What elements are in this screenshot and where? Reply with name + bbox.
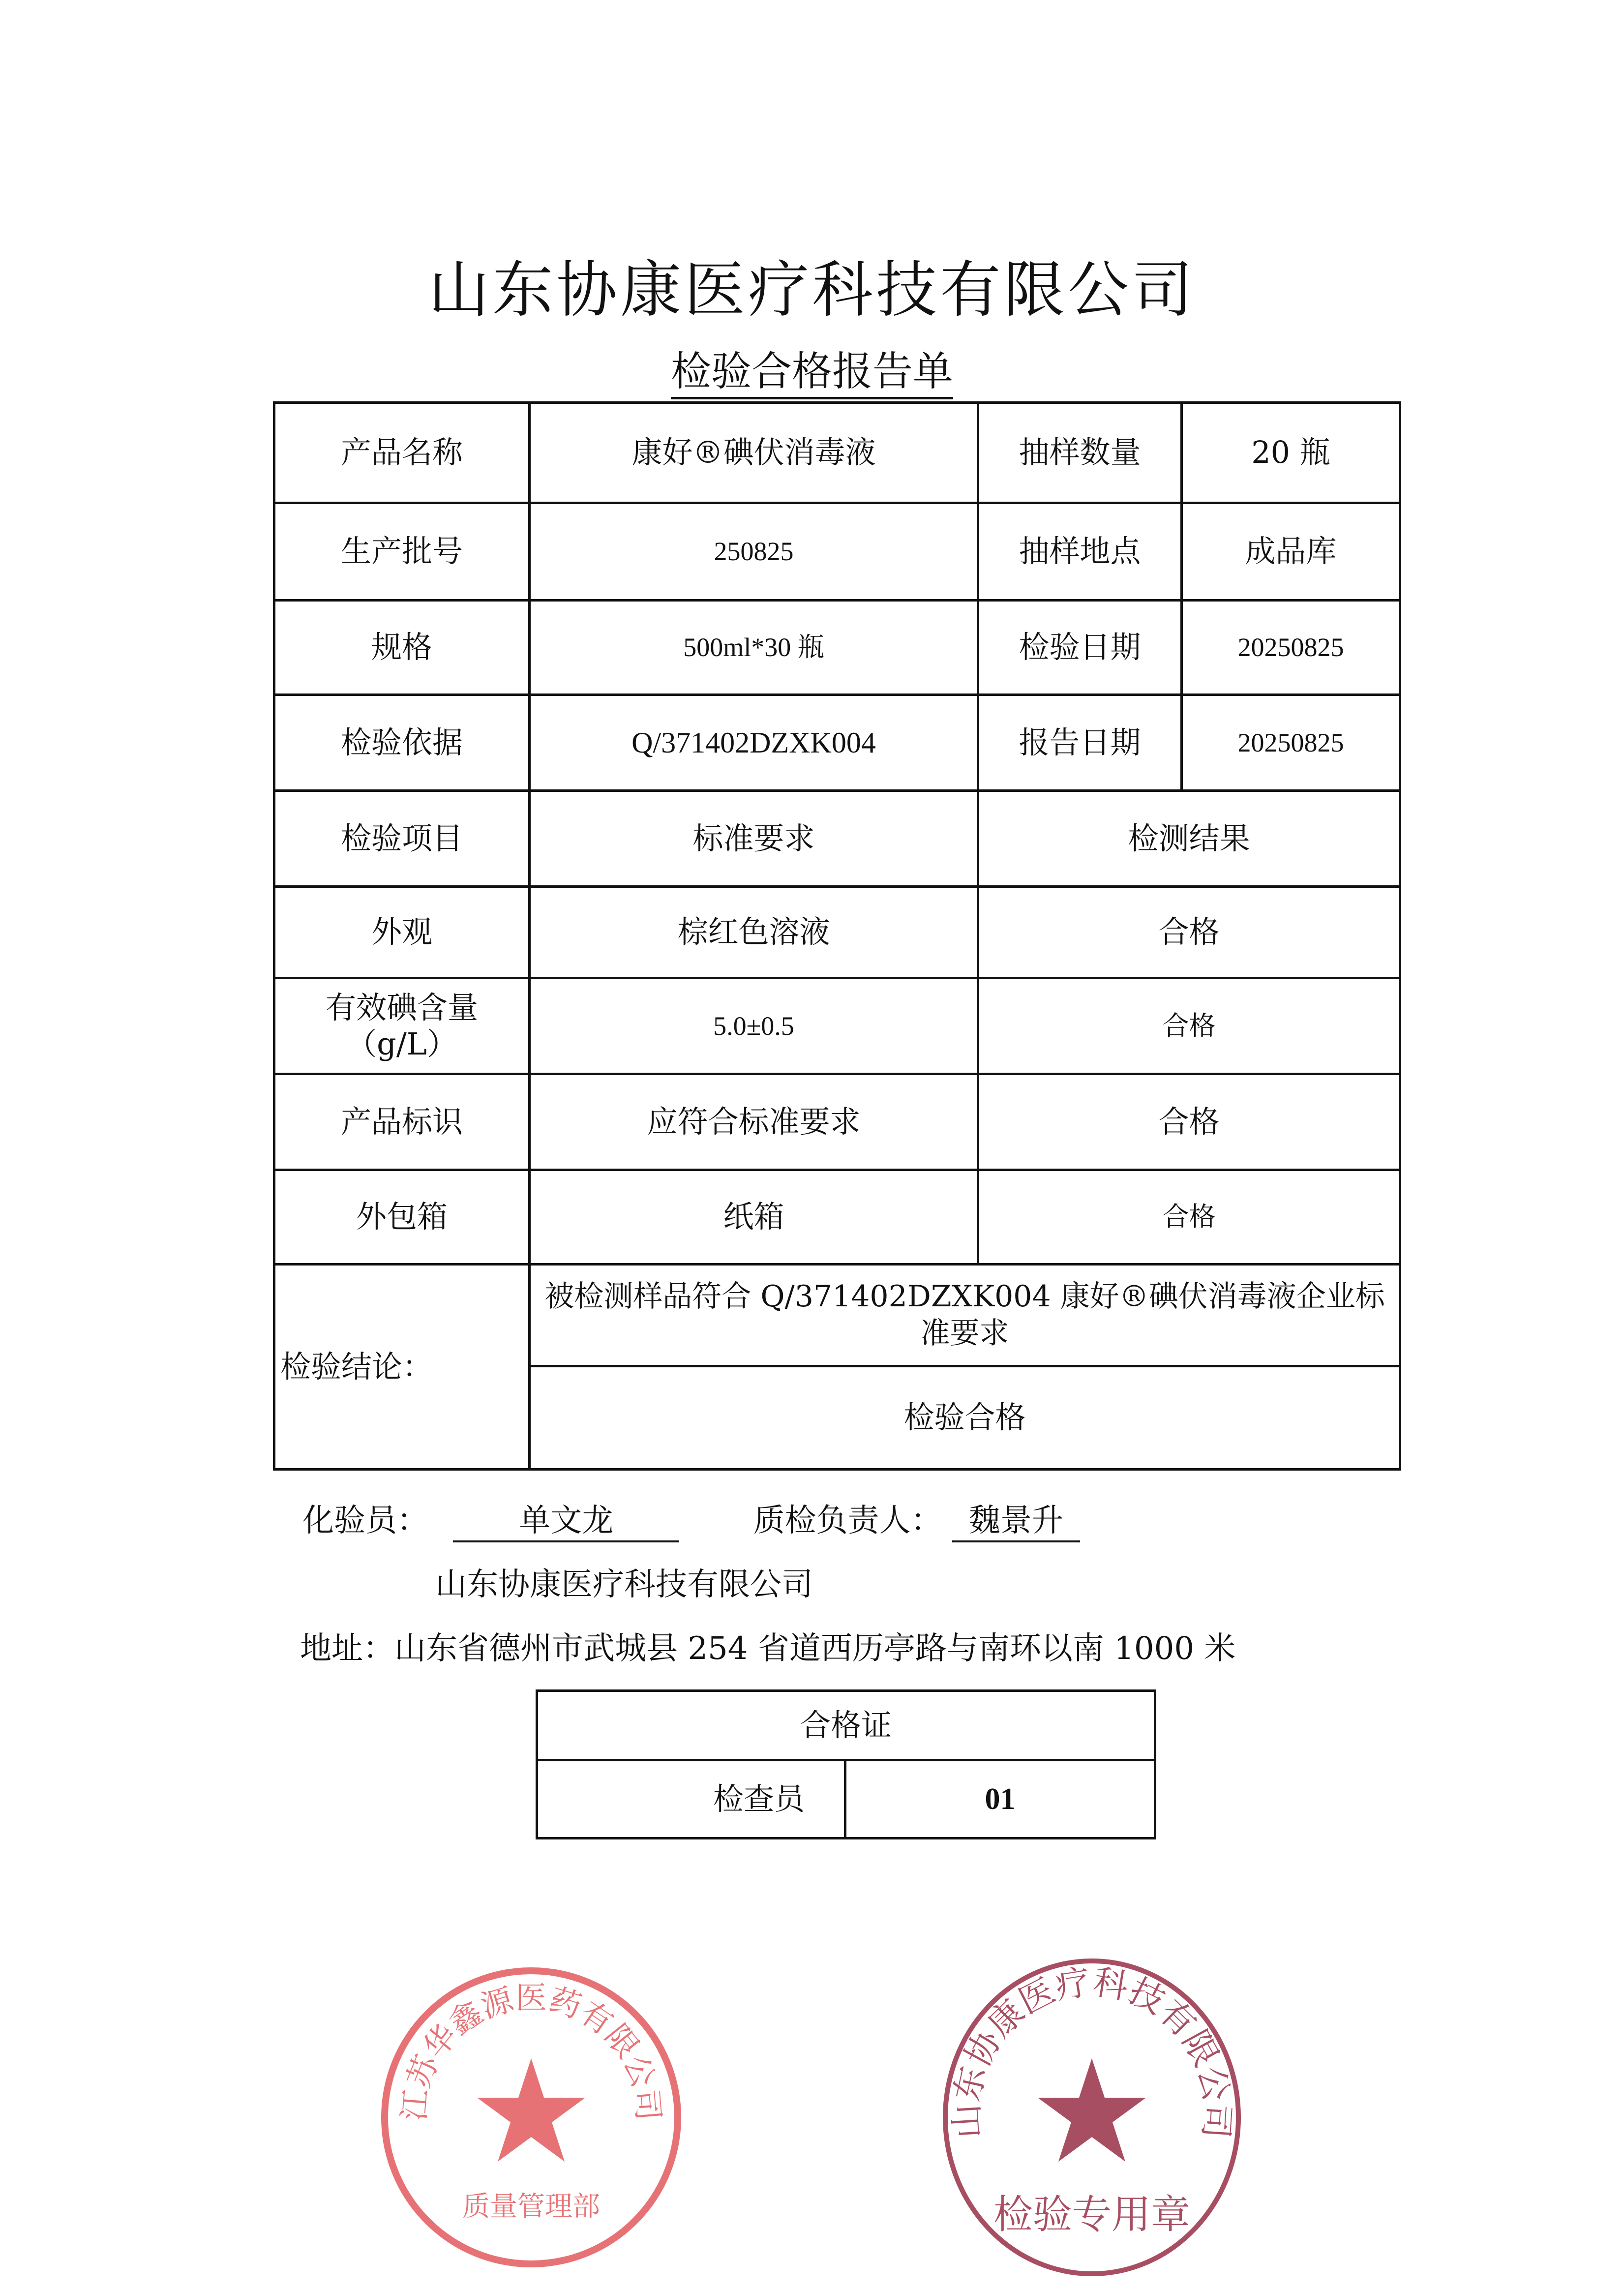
table-row <box>274 695 1400 791</box>
conclusion-text: 被检测样品符合 Q/371402DZXK004 康好®碘伏消毒液企业标准要求 <box>530 1265 1400 1366</box>
item-name-text: 有效碘含量 <box>325 989 478 1025</box>
label: 检验项目 <box>274 791 530 887</box>
batch-number: 250825 <box>530 503 978 601</box>
stamp-ring <box>945 1961 1238 2274</box>
certificate-title: 合格证 <box>537 1691 1155 1760</box>
item-result: 合格 <box>978 1074 1400 1170</box>
report-title <box>0 339 1624 397</box>
label: 生产批号 <box>274 503 530 601</box>
label: 抽样地点 <box>978 503 1182 601</box>
label: 检验依据 <box>274 695 530 791</box>
star-icon <box>477 2058 585 2162</box>
inspection-table <box>273 401 1401 1471</box>
table-row <box>274 887 1400 978</box>
address: 地址：山东省德州市武城县 254 省道西历亭路与南环以南 1000 米 <box>300 1630 1236 1667</box>
table-row <box>537 1760 1155 1838</box>
item-name <box>274 978 530 1074</box>
stamp-outer-text: 山东协康医疗科技有限公司 <box>946 1961 1238 2140</box>
label: 报告日期 <box>978 695 1182 791</box>
item-name: 产品标识 <box>274 1074 530 1170</box>
label: 抽样数量 <box>978 403 1182 503</box>
header-standard: 标准要求 <box>530 791 978 887</box>
qc-name: 魏景升 <box>952 1495 1080 1542</box>
table-row <box>274 403 1400 503</box>
sample-place: 成品库 <box>1182 503 1400 601</box>
test-date: 20250825 <box>1182 601 1400 695</box>
tester-label: 化验员： <box>302 1503 428 1539</box>
qc-label: 质检负责人： <box>753 1503 942 1539</box>
label: 检验日期 <box>978 601 1182 695</box>
inspector-label: 检查员 <box>537 1760 845 1838</box>
certificate-table <box>536 1689 1156 1839</box>
item-result: 合格 <box>978 887 1400 978</box>
header-result: 检测结果 <box>978 791 1400 887</box>
table-row <box>274 978 1400 1074</box>
item-unit: （g/L） <box>346 1026 457 1062</box>
table-row <box>274 1265 1400 1366</box>
table-row <box>274 601 1400 695</box>
stamp-outer-text: 江苏华鑫源医药有限公司 <box>396 1980 666 2122</box>
item-standard: 纸箱 <box>530 1170 978 1265</box>
item-name: 外观 <box>274 887 530 978</box>
table-row <box>274 791 1400 887</box>
inspection-seal <box>934 1955 1249 2280</box>
company-title: 山东协康医疗科技有限公司 <box>428 255 1196 326</box>
quality-stamp <box>374 1960 689 2275</box>
report-title-text: 检验合格报告单 <box>671 348 953 399</box>
footer-company: 山东协康医疗科技有限公司 <box>435 1567 813 1603</box>
signature-line <box>302 1495 1080 1542</box>
item-result: 合格 <box>978 978 1400 1074</box>
conclusion-label: 检验结论： <box>274 1265 530 1470</box>
item-name: 外包箱 <box>274 1170 530 1265</box>
table-row <box>274 503 1400 601</box>
star-icon <box>1038 2058 1146 2162</box>
inspector-number: 01 <box>845 1760 1155 1838</box>
table-row <box>537 1691 1155 1760</box>
spec: 500ml*30 瓶 <box>530 601 978 695</box>
table-row <box>274 1170 1400 1265</box>
conclusion-result: 检验合格 <box>530 1366 1400 1470</box>
product-name: 康好®碘伏消毒液 <box>530 403 978 503</box>
report-date: 20250825 <box>1182 695 1400 791</box>
item-standard: 5.0±0.5 <box>530 978 978 1074</box>
stamp-inner-text: 质量管理部 <box>462 2191 600 2223</box>
item-result: 合格 <box>978 1170 1400 1265</box>
item-standard: 应符合标准要求 <box>530 1074 978 1170</box>
sample-qty: 20 瓶 <box>1182 403 1400 503</box>
stamp-inner-text: 检验专用章 <box>993 2192 1190 2237</box>
table-row <box>274 1074 1400 1170</box>
label: 规格 <box>274 601 530 695</box>
basis: Q/371402DZXK004 <box>530 695 978 791</box>
stamp-ring <box>385 1971 678 2264</box>
tester-name: 单文龙 <box>453 1495 679 1542</box>
label: 产品名称 <box>274 403 530 503</box>
item-standard: 棕红色溶液 <box>530 887 978 978</box>
